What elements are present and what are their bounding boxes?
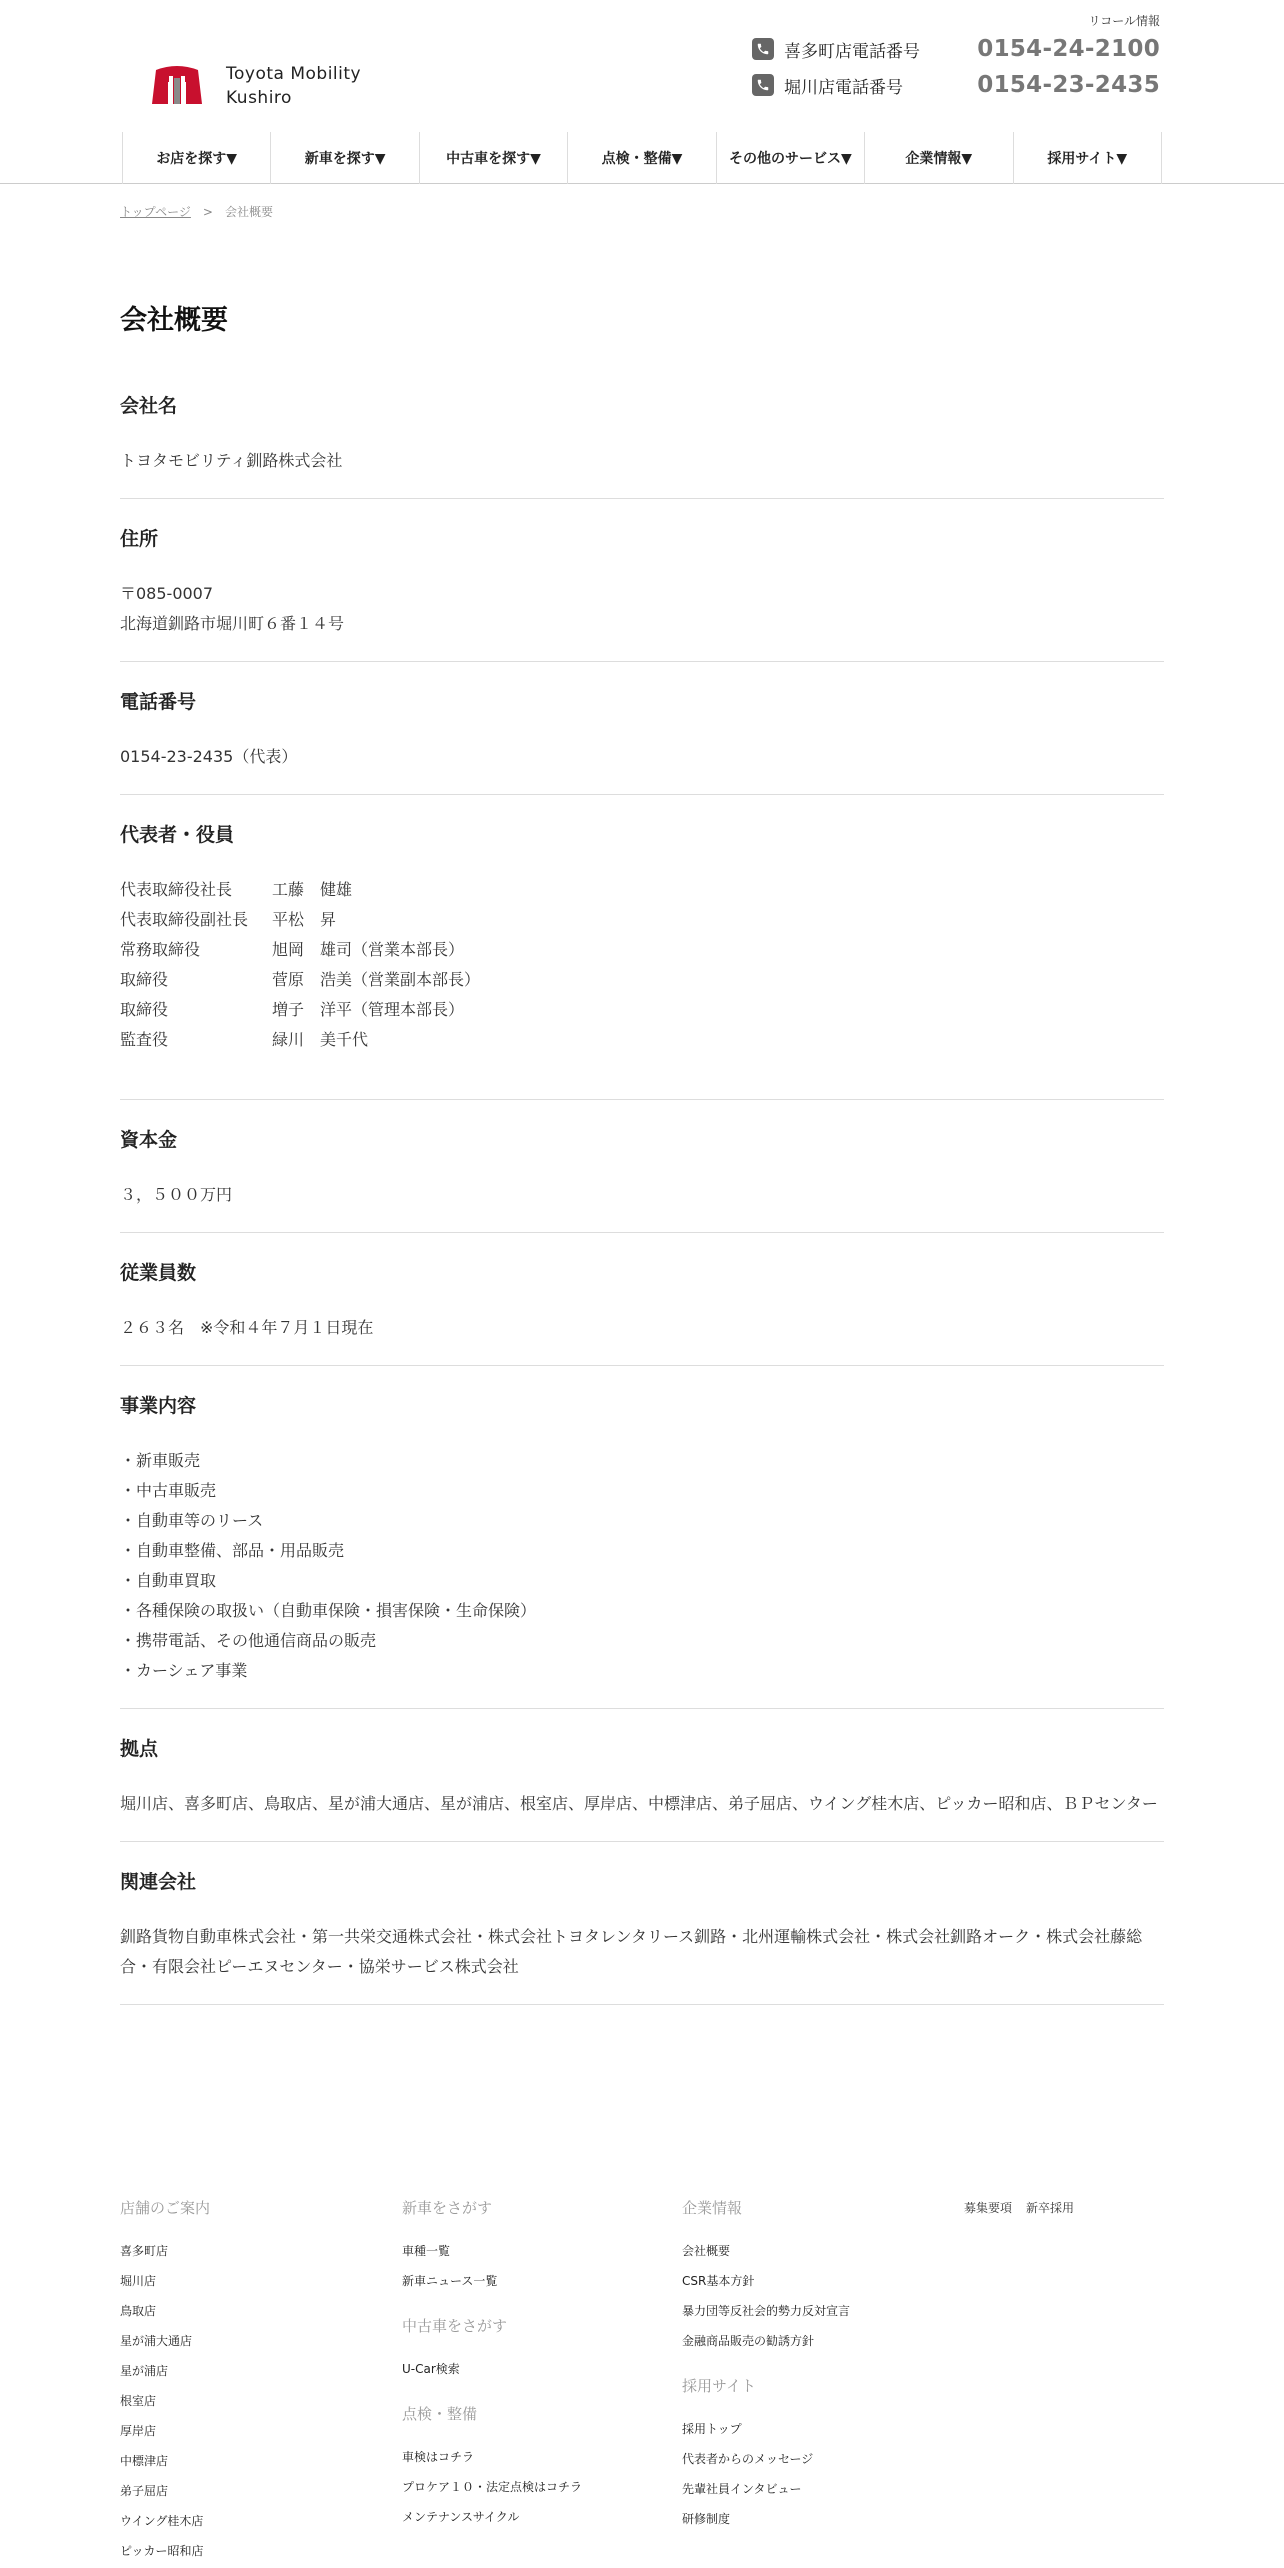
section-business xyxy=(120,1392,1164,1709)
nav-find-store[interactable]: お店を探す▼ xyxy=(123,132,271,184)
company-profile xyxy=(120,392,1164,2031)
nav-other-services[interactable]: その他のサービス▼ xyxy=(717,132,865,184)
toyota-mobility-logo-icon xyxy=(148,64,206,108)
company-name-value: トヨタモビリティ釧路株式会社 xyxy=(120,451,343,470)
footer-company-column xyxy=(682,2196,850,2552)
footer-link[interactable]: 堀川店 xyxy=(120,2274,157,2288)
phone-icon xyxy=(752,74,774,96)
officer-title: 取締役 xyxy=(120,1000,169,1019)
affiliates-value: 釧路貨物自動車株式会社・第一共栄交通株式会社・株式会社トヨタレンタリース釧路・北州運輸株式会社・株式会社釧路オーク・株式会社藤総合・有限会社ピーエヌセンター・協栄サービス株式会社 xyxy=(120,1927,1143,1976)
section-locations xyxy=(120,1735,1164,1842)
nav-company-info[interactable]: 企業情報▼ xyxy=(865,132,1013,184)
footer-heading: 採用サイト xyxy=(682,2377,756,2395)
footer-link[interactable]: 喜多町店 xyxy=(120,2244,169,2258)
list-item: ・新車販売 xyxy=(120,1451,201,1470)
section-address xyxy=(120,525,1164,662)
footer-jobs-column xyxy=(964,2196,1088,2220)
footer-link[interactable]: 会社概要 xyxy=(682,2244,731,2258)
section-heading: 事業内容 xyxy=(120,1395,197,1417)
section-heading: 従業員数 xyxy=(120,1262,197,1284)
section-heading: 拠点 xyxy=(120,1738,159,1760)
footer-link[interactable]: プロケア１０・法定点検はコチラ xyxy=(402,2480,583,2494)
employees-value: ２６３名 ※令和４年７月１日現在 xyxy=(120,1318,374,1337)
footer-link[interactable]: 研修制度 xyxy=(682,2512,731,2526)
global-nav xyxy=(0,132,1284,184)
nav-recruit-site[interactable]: 採用サイト▼ xyxy=(1014,132,1162,184)
footer-link[interactable]: 根室店 xyxy=(120,2394,157,2408)
section-heading: 電話番号 xyxy=(120,691,197,713)
list-item: ・各種保険の取扱い（自動車保険・損害保険・生命保険） xyxy=(120,1601,537,1620)
section-heading: 代表者・役員 xyxy=(120,824,235,846)
footer-heading: 店舗のご案内 xyxy=(120,2199,211,2217)
list-item: ・携帯電話、その他通信商品の販売 xyxy=(120,1631,377,1650)
logo-text-line2: Kushiro xyxy=(226,88,292,108)
nav-maintenance[interactable]: 点検・整備▼ xyxy=(568,132,716,184)
phone-label: 堀川店電話番号 xyxy=(784,77,903,98)
footer-link[interactable]: 新車ニュース一覧 xyxy=(402,2274,498,2288)
section-phone xyxy=(120,688,1164,795)
officer-row xyxy=(120,875,1164,905)
footer-link[interactable]: CSR基本方針 xyxy=(682,2274,755,2288)
footer-heading: 中古車をさがす xyxy=(402,2317,508,2335)
phone-number[interactable]: 0154-24-2100 xyxy=(977,36,1160,62)
phone-number[interactable]: 0154-23-2435 xyxy=(977,72,1160,98)
phone-label: 喜多町店電話番号 xyxy=(784,41,920,62)
footer-link[interactable]: 先輩社員インタビュー xyxy=(682,2482,802,2496)
footer-cars-column xyxy=(402,2196,582,2550)
list-item: ・中古車販売 xyxy=(120,1481,217,1500)
footer-heading: 企業情報 xyxy=(682,2199,743,2217)
section-affiliates xyxy=(120,1868,1164,2005)
footer-link[interactable]: 鳥取店 xyxy=(120,2304,157,2318)
footer-link[interactable]: 中標津店 xyxy=(120,2454,169,2468)
footer-job-guide-link[interactable]: 募集要項 xyxy=(964,2201,1013,2215)
breadcrumb xyxy=(120,203,273,220)
officer-name: 菅原 浩美（営業副本部長） xyxy=(272,970,481,989)
section-officers xyxy=(120,821,1164,1100)
list-item: ・自動車整備、部品・用品販売 xyxy=(120,1541,345,1560)
section-capital xyxy=(120,1126,1164,1233)
section-heading: 資本金 xyxy=(120,1129,178,1151)
section-employees xyxy=(120,1259,1164,1366)
phone-row-horikawa[interactable] xyxy=(752,72,1160,98)
officer-title: 取締役 xyxy=(120,970,169,989)
footer-link[interactable]: ピッカー昭和店 xyxy=(120,2544,204,2558)
officer-row xyxy=(120,935,1164,965)
officer-row xyxy=(120,965,1164,995)
officer-title: 監査役 xyxy=(120,1030,169,1049)
officer-name: 平松 昇 xyxy=(272,910,337,929)
officer-row xyxy=(120,905,1164,935)
section-heading: 住所 xyxy=(120,528,159,550)
officer-name: 緑川 美千代 xyxy=(272,1030,369,1049)
page-title: 会社概要 xyxy=(120,305,228,336)
officer-row xyxy=(120,1025,1164,1055)
list-item: ・自動車等のリース xyxy=(120,1511,264,1530)
phone-value: 0154-23-2435（代表） xyxy=(120,747,298,766)
section-heading: 会社名 xyxy=(120,395,178,417)
footer-stores-column xyxy=(120,2196,210,2566)
footer-link[interactable]: 暴力団等反社会的勢力反対宣言 xyxy=(682,2304,851,2318)
phone-row-kitamachi[interactable] xyxy=(752,36,1160,62)
section-heading: 関連会社 xyxy=(120,1871,197,1893)
phone-icon xyxy=(752,38,774,60)
locations-value: 堀川店、喜多町店、鳥取店、星が浦大通店、星が浦店、根室店、厚岸店、中標津店、弟子屈店、ウイング桂木店、ピッカー昭和店、ＢＰセンター xyxy=(120,1794,1158,1813)
footer-link[interactable]: 車種一覧 xyxy=(402,2244,451,2258)
breadcrumb-current: 会社概要 xyxy=(224,205,273,219)
address-line: 北海道釧路市堀川町６番１４号 xyxy=(120,614,345,633)
nav-find-used-car[interactable]: 中古車を探す▼ xyxy=(420,132,568,184)
footer-link[interactable]: 星が浦大通店 xyxy=(120,2334,193,2348)
footer-link[interactable]: 厚岸店 xyxy=(120,2424,157,2438)
footer-link[interactable]: 車検はコチラ xyxy=(402,2450,475,2464)
footer-heading: 新車をさがす xyxy=(402,2199,493,2217)
breadcrumb-separator: > xyxy=(202,205,213,219)
postal-code: 〒085-0007 xyxy=(120,584,214,603)
nav-find-new-car[interactable]: 新車を探す▼ xyxy=(271,132,419,184)
officer-row xyxy=(120,995,1164,1025)
list-item: ・カーシェア事業 xyxy=(120,1661,248,1680)
footer-heading: 点検・整備 xyxy=(402,2405,478,2423)
capital-value: ３，５００万円 xyxy=(120,1185,233,1204)
footer-link[interactable]: 代表者からのメッセージ xyxy=(682,2452,814,2466)
footer-link[interactable]: メンテナンスサイクル xyxy=(402,2510,520,2524)
business-list xyxy=(120,1446,1164,1686)
footer-link[interactable]: 採用トップ xyxy=(682,2422,742,2436)
officer-name: 工藤 健雄 xyxy=(272,880,353,899)
logo-text-line1: Toyota Mobility xyxy=(226,64,362,84)
footer-link[interactable]: 星が浦店 xyxy=(120,2364,169,2378)
footer-link[interactable]: 弟子屈店 xyxy=(120,2484,169,2498)
footer-link[interactable]: ウイング桂木店 xyxy=(120,2514,204,2528)
officer-title: 代表取締役社長 xyxy=(120,880,233,899)
officer-title: 代表取締役副社長 xyxy=(120,910,249,929)
officer-name: 旭岡 雄司（営業本部長） xyxy=(272,940,465,959)
officer-title: 常務取締役 xyxy=(120,940,201,959)
company-logo[interactable] xyxy=(148,62,361,110)
recall-info-link[interactable]: リコール情報 xyxy=(1088,14,1160,28)
footer-link[interactable]: 金融商品販売の勧誘方針 xyxy=(682,2334,815,2348)
section-company-name xyxy=(120,392,1164,499)
footer-new-grad-link[interactable]: 新卒採用 xyxy=(1026,2201,1075,2215)
officer-name: 増子 洋平（管理本部長） xyxy=(272,1000,465,1019)
breadcrumb-home-link[interactable]: トップページ xyxy=(120,205,191,219)
footer-link[interactable]: U-Car検索 xyxy=(402,2362,460,2376)
list-item: ・自動車買取 xyxy=(120,1571,217,1590)
